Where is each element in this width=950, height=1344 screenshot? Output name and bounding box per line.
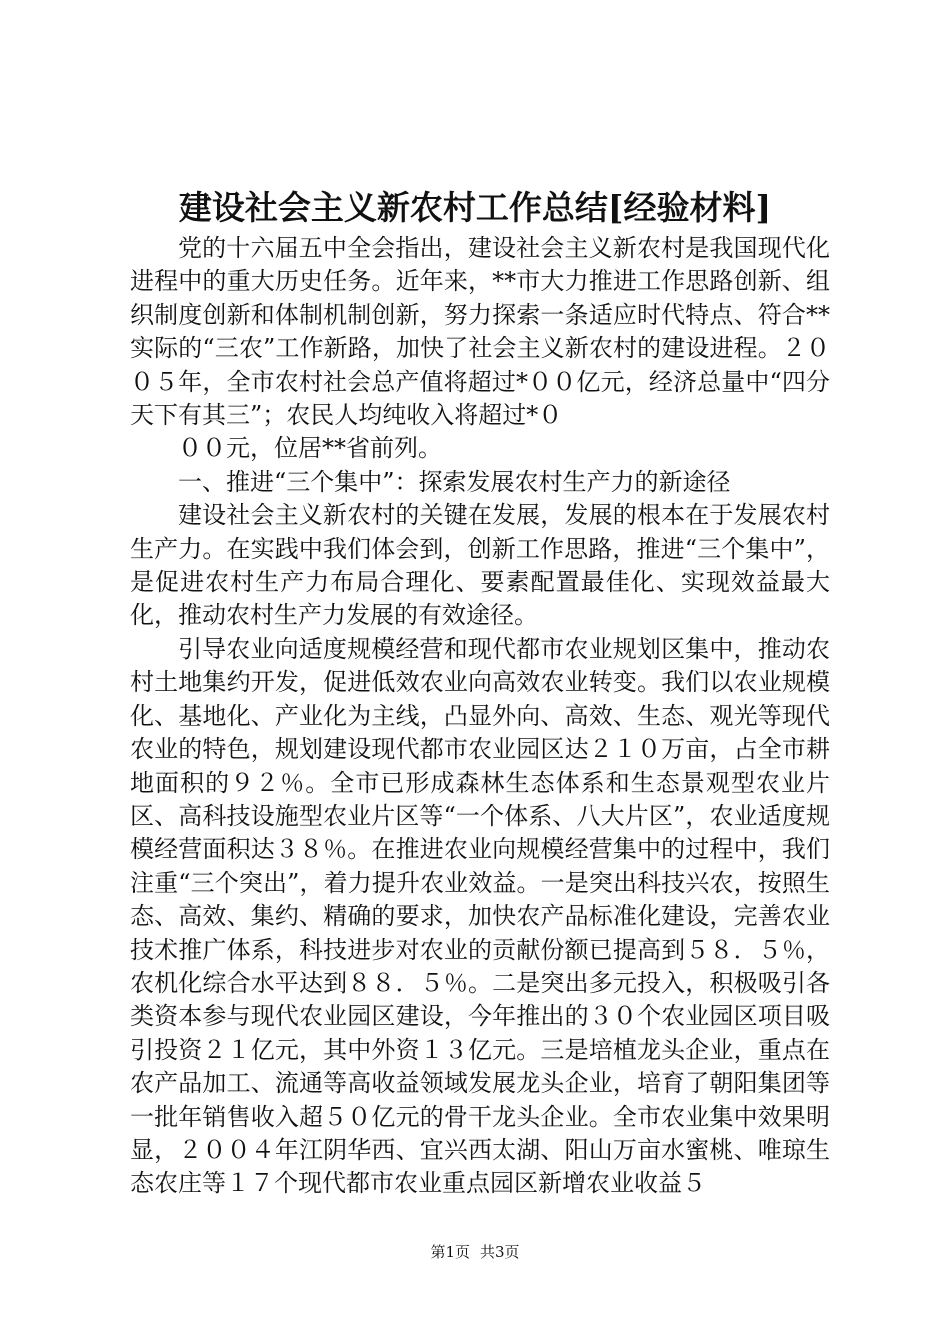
paragraph: ００元，位居**省前列。 — [178, 434, 442, 463]
document-title: 建设社会主义新农村工作总结[经验材料] — [178, 188, 772, 227]
paragraph: 引导农业向适度规模经营和现代都市农业规划区集中，推动农村土地集约开发，促进低效农业向高效农业转变。我们以农业规模化、基地化、产业化为主线，凸显外向、高效、生态、观光等现代农业的特色，规划建设现代都市农业园区达２１０万亩，占全市耕地面积的９２％。全市已形成森林生态体系和生态景观型农业片区、高科技设施型农业片区等“一个体系、八大片区”，农业适度规模经营面积达３８％。在推进农业向规模经营集中的过程中，我们注重“三个突出”，着力提升农业效益。一是突出科技兴农，按照生态、高效、集约、精确的要求，加快农产品标准化建设，完善农业技术推广体系，科技进步对农业的贡献份额已提高到５８．５％，农机化综合水平达到８８．５％。二是突出多元投入，积极吸引各类资本参与现代农业园区建设，今年推出的３０个农业园区项目吸引投资２１亿元，其中外资１３亿元。三是培植龙头企业，重点在农产品加工、流通等高收益领域发展龙头企业，培育了朝阳集团等一批年销售收入超５０亿元的骨干龙头企业。全市农业集中效果明显，２００４年江阴华西、宜兴西太湖、阳山万亩水蜜桃、唯琼生态农庄等１７个现代都市农业重点园区新增农业收益５ — [130, 634, 830, 1198]
paragraph: 建设社会主义新农村的关键在发展，发展的根本在于发展农村生产力。在实践中我们体会到，创新工作思路，推进“三个集中”，是促进农村生产力布局合理化、要素配置最佳化、实现效益最大化，推动农村生产力发展的有效途径。 — [130, 501, 830, 630]
page-total: 共3页 — [480, 1243, 520, 1261]
document-body — [130, 232, 830, 1201]
section-heading: 一、推进“三个集中”：探索发展农村生产力的新途径 — [178, 467, 731, 496]
page-footer — [0, 1242, 950, 1262]
page-number: 第1页 — [430, 1243, 470, 1261]
paragraph: 党的十六届五中全会指出，建设社会主义新农村是我国现代化进程中的重大历史任务。近年来，**市大力推进工作思路创新、组织制度创新和体制机制创新，努力探索一条适应时代特点、符合**实际的“三农”工作新路，加快了社会主义新农村的建设进程。２００５年，全市农村社会总产值将超过*００亿元，经济总量中“四分天下有其三”；农民人均纯收入将超过*０ — [130, 234, 830, 430]
